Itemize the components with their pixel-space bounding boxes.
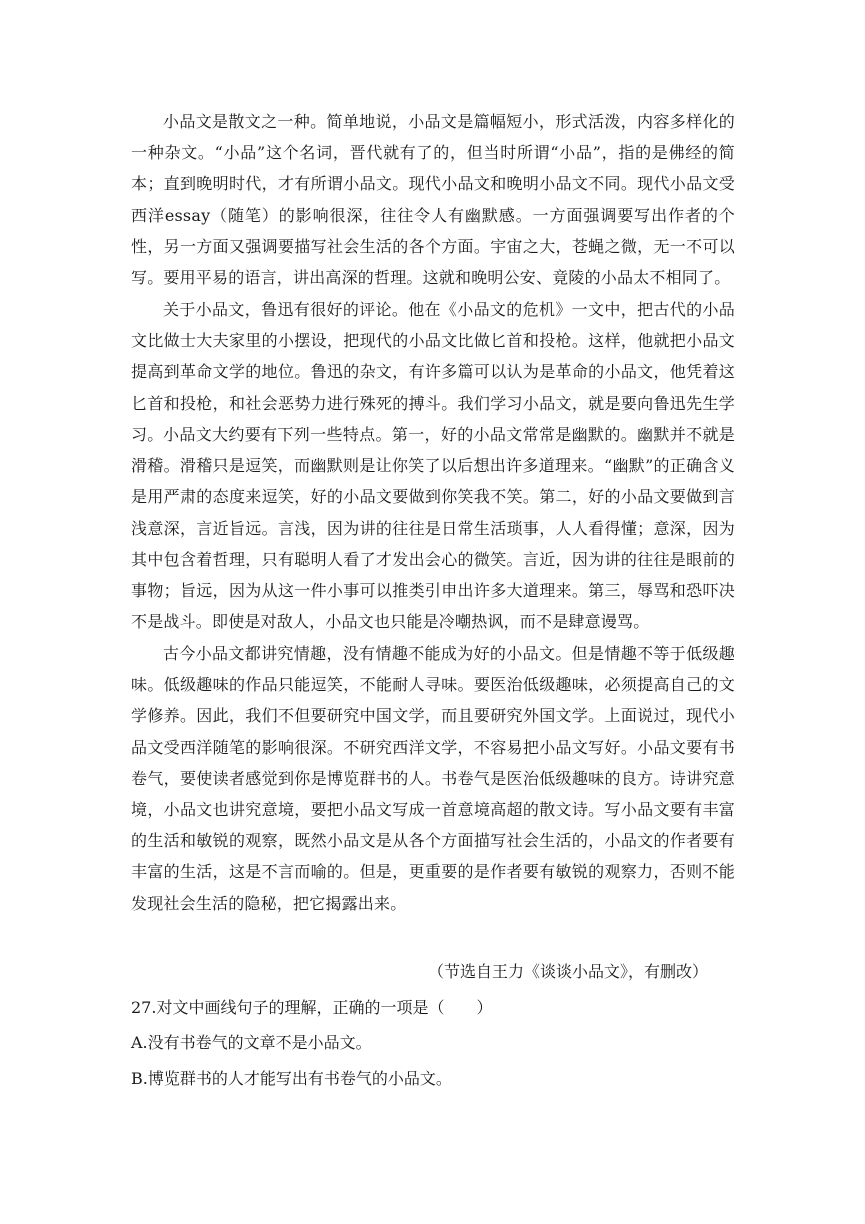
article-paragraph-2: 关于小品文，鲁迅有很好的评论。他在《小品文的危机》一文中，把古代的小品文比做士大夫家里的小摆设，把现代的小品文比做匕首和投枪。这样，他就把小品文提高到革命文学的地位。鲁迅的杂文，有许多篇可以认为是革命的小品文，他凭着这匕首和投枪，和社会恶势力进行殊死的搏斗。我们学习小品文，就是要向鲁迅先生学习。 <box>131 300 735 444</box>
article-paragraph-4: 古今小品文都讲究情趣，没有情趣不能成为好的小品文。但是情趣不等于低级趣味。低级趣味的作品只能逗笑，不能耐人寻味。要医治低级趣味，必须提高自己的文学修养。因此，我们不但要研究中国文学，而且要研究外国文学。上面说过，现代小品文受西洋随笔的影响很深。不研究西洋文学，不容易把小品文写好。小品文要有书卷气，要使读者感觉到你是博览群书的人。书卷气是医治低级趣味的良方。诗讲究意境，小品文也讲究意境，要把小品文写成一首意境高超的散文诗。写小品文要有丰富的生活和敏锐的观察，既然小品文是从各个方面描写社会生活的，小品文的作者要有丰富的生活，这是不言而喻的。但是，更重要的是作者要有敏锐的观察力，否则不能发现社会生活的隐秘，把它揭露出来。 <box>131 644 735 913</box>
option-a: A.没有书卷气的文章不是小品文。 <box>131 1033 372 1052</box>
article-paragraph-1: 小品文是散文之一种。简单地说，小品文是篇幅短小，形式活泼，内容多样化的一种杂文。“小品”这个名词，晋代就有了的，但当时所谓“小品”，指的是佛经的简本；直到晚明时代，才有所谓小品文。现代小品文和晚明小品文不同。现代小品文受西洋essay（随笔）的影响很深，往往令人有幽默感。一方面强调要写出作者的个性，另一方面又强调要描写社会生活的各个方面。宇宙之大，苍蝇之微，无一不可以写。要用平易的语言，讲出高深的哲理。这就和晚明公安、竟陵的小品太不相同了。 <box>131 112 735 288</box>
question-stem: 27.对文中画线句子的理解，正确的一项是（ ） <box>131 998 493 1017</box>
article-source: （节选自王力《谈谈小品文》，有删改） <box>428 962 709 981</box>
article-paragraph-3: 小品文大约要有下列一些特点。第一，好的小品文常常是幽默的。幽默并不就是滑稽。滑稽只是逗笑，而幽默则是让你笑了以后想出许多道理来。“幽默”的正确含义是用严肃的态度来逗笑，好的小品文要做到你笑我不笑。第二，好的小品文要做到言浅意深，言近旨远。言浅，因为讲的往往是日常生活琐事，人人看得懂；意深，因为其中包含着哲理，只有聪明人看了才发出会心的微笑。言近，因为讲的往往是眼前的事物；旨远，因为从这一件小事可以推类引申出许多大道理来。第三，辱骂和恐吓决不是战斗。即使是对敌人，小品文也只能是冷嘲热讽，而不是肆意谩骂。 <box>131 425 735 632</box>
option-b: B.博览群书的人才能写出有书卷气的小品文。 <box>131 1069 452 1088</box>
